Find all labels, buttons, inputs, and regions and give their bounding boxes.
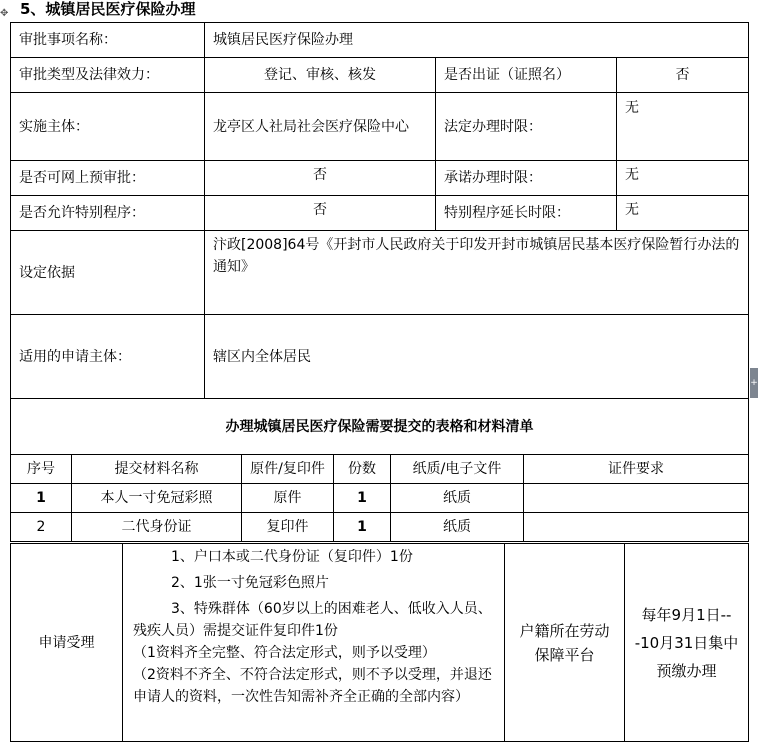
- column-header: 纸质/电子文件: [391, 455, 524, 484]
- requirement-item: 1、户口本或二代身份证（复印件）1份: [171, 549, 413, 565]
- certificate-label: 是否出证（证照名）: [436, 58, 617, 93]
- item-name-label: 审批事项名称：: [11, 23, 205, 58]
- section-heading: 5、城镇居民医疗保险办理: [20, 0, 196, 18]
- row-approval-type: [11, 58, 749, 93]
- promised-time-limit-label: 承诺办理时限：: [436, 161, 617, 196]
- materials-table: [10, 398, 749, 542]
- column-header: 证件要求: [524, 455, 749, 484]
- legal-time-limit-label: 法定办理时限：: [436, 93, 617, 161]
- approval-type-value: 登记、审核、核发: [205, 58, 436, 93]
- original-or-copy: 原件: [242, 484, 334, 513]
- paper-or-electronic: 纸质: [391, 484, 524, 513]
- certificate-value: 否: [617, 58, 749, 93]
- row-number: 1: [11, 484, 72, 513]
- certificate-requirement: [524, 484, 749, 513]
- legal-time-limit-value: 无: [617, 93, 749, 161]
- online-value: 否: [205, 161, 436, 196]
- basis-value: 汴政[2008]64号《开封市人民政府关于印发开封市城镇居民基本医疗保险暂行办法的通知》: [205, 231, 749, 315]
- special-procedure-label: 是否允许特别程序：: [11, 196, 205, 231]
- copies-count: 1: [334, 513, 391, 542]
- requirement-item: （1资料齐全完整、符合法定形式，则予以受理）: [133, 645, 436, 661]
- special-procedure-value: 否: [205, 196, 436, 231]
- table-row: [11, 513, 749, 542]
- special-extension-value: 无: [617, 196, 749, 231]
- online-label: 是否可网上预审批：: [11, 161, 205, 196]
- column-header: 提交材料名称: [72, 455, 242, 484]
- requirements-list: [123, 544, 505, 742]
- approval-type-label: 审批类型及法律效力：: [11, 58, 205, 93]
- acceptance-place: 户籍所在劳动保障平台: [505, 544, 625, 742]
- requirement-item: 2、1张一寸免冠彩色照片: [171, 575, 329, 591]
- special-extension-label: 特别程序延长时限：: [436, 196, 617, 231]
- applicant-label: 适用的申请主体：: [11, 315, 205, 399]
- row-applicant: [11, 315, 749, 399]
- promised-time-limit-value: 无: [617, 161, 749, 196]
- material-name: 本人一寸免冠彩照: [72, 484, 242, 513]
- acceptance-table: [10, 543, 749, 742]
- subject-label: 实施主体：: [11, 93, 205, 161]
- applicant-value: 辖区内全体居民: [205, 315, 749, 399]
- requirement-item: （2资料不齐全、不符合法定形式，则不予以受理，并退还申请人的资料，一次性告知需补齐全正确的全部内容）: [133, 667, 492, 705]
- column-header: 序号: [11, 455, 72, 484]
- column-header: 原件/复印件: [242, 455, 334, 484]
- original-or-copy: 复印件: [242, 513, 334, 542]
- item-name-value: 城镇居民医疗保险办理: [205, 23, 749, 58]
- material-name: 二代身份证: [72, 513, 242, 542]
- subject-value: 龙亭区人社局社会医疗保险中心: [205, 93, 436, 161]
- paper-or-electronic: 纸质: [391, 513, 524, 542]
- requirement-item: 3、特殊群体（60岁以上的困难老人、低收入人员、残疾人员）需提交证件复印件1份: [133, 601, 492, 639]
- row-subject: [11, 93, 749, 161]
- table-row: [11, 484, 749, 513]
- materials-header-row: [11, 455, 749, 484]
- certificate-requirement: [524, 513, 749, 542]
- row-basis: [11, 231, 749, 315]
- expand-handle-icon[interactable]: +: [750, 368, 758, 398]
- row-item-name: [11, 23, 749, 58]
- approval-info-table: [10, 22, 749, 399]
- row-number: 2: [11, 513, 72, 542]
- table-move-handle-icon[interactable]: ✥: [0, 8, 9, 19]
- acceptance-label: 申请受理: [11, 544, 123, 742]
- acceptance-time: 每年9月1日---10月31日集中预缴办理: [625, 544, 749, 742]
- basis-label: 设定依据: [11, 231, 205, 315]
- row-special: [11, 196, 749, 231]
- materials-title: 办理城镇居民医疗保险需要提交的表格和材料清单: [11, 399, 749, 455]
- copies-count: 1: [334, 484, 391, 513]
- row-online: [11, 161, 749, 196]
- column-header: 份数: [334, 455, 391, 484]
